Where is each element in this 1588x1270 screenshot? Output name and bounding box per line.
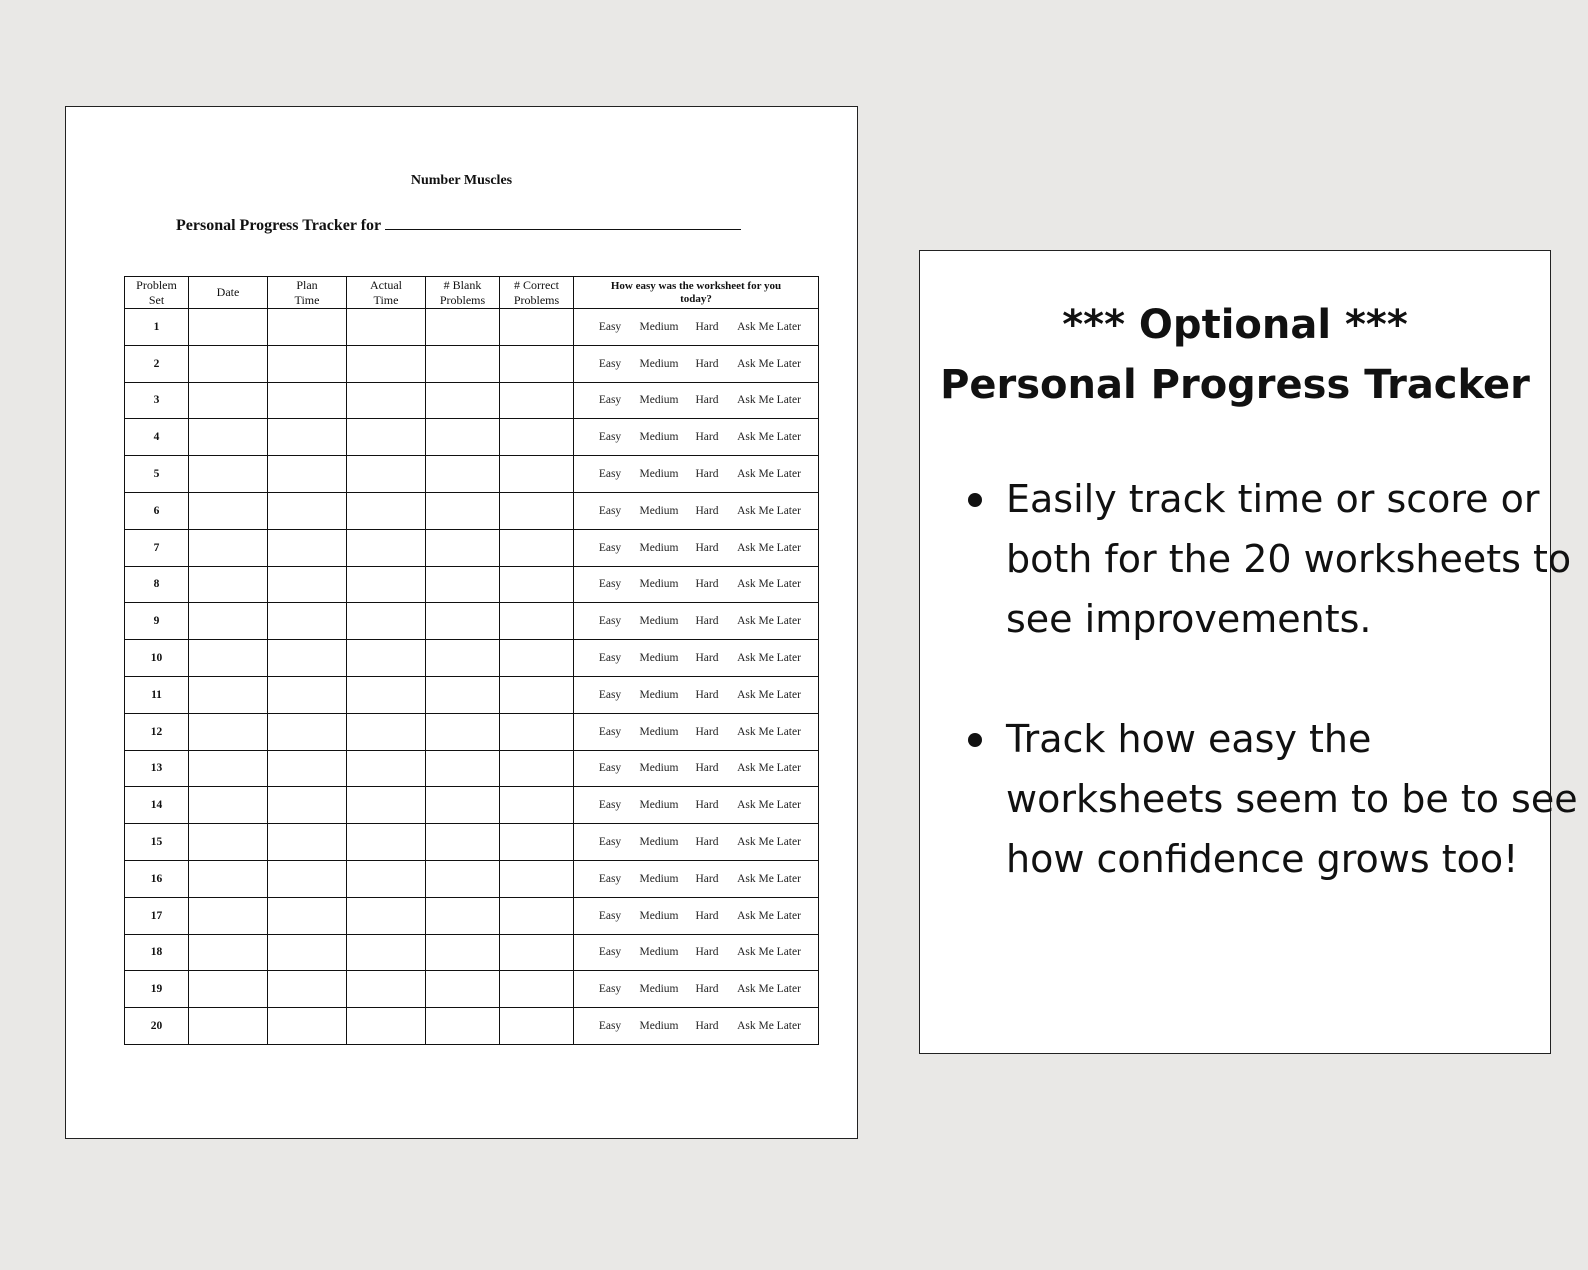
problem-set-number: 15 (125, 824, 189, 861)
rating-ask-later: Ask Me Later (737, 394, 801, 407)
table-row (125, 419, 819, 456)
ease-rating-cell (574, 529, 819, 566)
problem-set-number: 14 (125, 787, 189, 824)
blank-problems-cell (426, 1008, 500, 1045)
blank-problems-cell (426, 456, 500, 493)
date-cell (189, 419, 268, 456)
table-row (125, 529, 819, 566)
progress-table (124, 276, 819, 1045)
blank-problems-cell (426, 713, 500, 750)
plan-time-cell (268, 456, 347, 493)
plan-time-cell (268, 419, 347, 456)
table-row (125, 824, 819, 861)
correct-problems-cell (500, 971, 574, 1008)
rating-easy: Easy (598, 688, 622, 701)
plan-time-cell (268, 971, 347, 1008)
actual-time-cell (347, 603, 426, 640)
table-row (125, 860, 819, 897)
ease-rating-cell (574, 787, 819, 824)
table-row (125, 309, 819, 346)
rating-easy: Easy (598, 909, 622, 922)
correct-problems-cell (500, 640, 574, 677)
rating-medium: Medium (639, 394, 679, 407)
rating-easy: Easy (598, 615, 622, 628)
rating-medium: Medium (639, 320, 679, 333)
date-cell (189, 345, 268, 382)
blank-problems-cell (426, 566, 500, 603)
problem-set-number: 12 (125, 713, 189, 750)
rating-medium: Medium (639, 946, 679, 959)
problem-set-number: 18 (125, 934, 189, 971)
rating-ask-later: Ask Me Later (737, 320, 801, 333)
problem-set-number: 19 (125, 971, 189, 1008)
table-row (125, 1008, 819, 1045)
rating-hard: Hard (695, 394, 719, 407)
actual-time-cell (347, 456, 426, 493)
ease-rating-cell (574, 824, 819, 861)
table-row (125, 713, 819, 750)
rating-medium: Medium (639, 688, 679, 701)
rating-hard: Hard (695, 357, 719, 370)
plan-time-cell (268, 824, 347, 861)
rating-hard: Hard (695, 983, 719, 996)
rating-ask-later: Ask Me Later (737, 541, 801, 554)
rating-easy: Easy (598, 394, 622, 407)
actual-time-cell (347, 419, 426, 456)
blank-problems-cell (426, 676, 500, 713)
ease-rating-cell (574, 456, 819, 493)
rating-easy: Easy (598, 357, 622, 370)
rating-ask-later: Ask Me Later (737, 1020, 801, 1033)
ease-rating-cell (574, 382, 819, 419)
correct-problems-cell (500, 529, 574, 566)
table-row (125, 676, 819, 713)
rating-easy: Easy (598, 504, 622, 517)
ease-rating-cell (574, 309, 819, 346)
plan-time-cell (268, 1008, 347, 1045)
plan-time-cell (268, 934, 347, 971)
ease-rating-cell (574, 640, 819, 677)
date-cell (189, 750, 268, 787)
ease-rating-cell (574, 1008, 819, 1045)
problem-set-number: 13 (125, 750, 189, 787)
heading-title: Personal Progress Tracker (940, 362, 1530, 408)
correct-problems-cell (500, 750, 574, 787)
table-row (125, 934, 819, 971)
header-ease: How easy was the worksheet for you today? (574, 277, 819, 309)
rating-hard: Hard (695, 578, 719, 591)
blank-problems-cell (426, 492, 500, 529)
rating-easy: Easy (598, 725, 622, 738)
date-cell (189, 897, 268, 934)
problem-set-number: 10 (125, 640, 189, 677)
info-heading (920, 295, 1550, 415)
rating-hard: Hard (695, 909, 719, 922)
blank-problems-cell (426, 529, 500, 566)
actual-time-cell (347, 860, 426, 897)
problem-set-number: 17 (125, 897, 189, 934)
blank-problems-cell (426, 419, 500, 456)
rating-ask-later: Ask Me Later (737, 615, 801, 628)
rating-ask-later: Ask Me Later (737, 836, 801, 849)
info-bullet: Track how easy the worksheets seem to be to see how confidence grows too! (1006, 709, 1586, 889)
rating-hard: Hard (695, 468, 719, 481)
correct-problems-cell (500, 345, 574, 382)
plan-time-cell (268, 860, 347, 897)
actual-time-cell (347, 492, 426, 529)
blank-problems-cell (426, 897, 500, 934)
rating-medium: Medium (639, 357, 679, 370)
table-row (125, 971, 819, 1008)
rating-ask-later: Ask Me Later (737, 357, 801, 370)
blank-problems-cell (426, 603, 500, 640)
problem-set-number: 1 (125, 309, 189, 346)
problem-set-number: 9 (125, 603, 189, 640)
ease-rating-cell (574, 676, 819, 713)
rating-ask-later: Ask Me Later (737, 468, 801, 481)
rating-hard: Hard (695, 872, 719, 885)
rating-easy: Easy (598, 762, 622, 775)
date-cell (189, 603, 268, 640)
problem-set-number: 20 (125, 1008, 189, 1045)
rating-hard: Hard (695, 504, 719, 517)
table-header-row (125, 277, 819, 309)
info-panel (919, 250, 1578, 1054)
correct-problems-cell (500, 456, 574, 493)
table-row (125, 897, 819, 934)
plan-time-cell (268, 676, 347, 713)
problem-set-number: 16 (125, 860, 189, 897)
actual-time-cell (347, 750, 426, 787)
ease-rating-cell (574, 934, 819, 971)
table-row (125, 566, 819, 603)
rating-easy: Easy (598, 1020, 622, 1033)
rating-medium: Medium (639, 762, 679, 775)
rating-ask-later: Ask Me Later (737, 652, 801, 665)
tracker-name-line (176, 217, 741, 235)
rating-easy: Easy (598, 946, 622, 959)
actual-time-cell (347, 640, 426, 677)
plan-time-cell (268, 309, 347, 346)
rating-medium: Medium (639, 836, 679, 849)
rating-hard: Hard (695, 836, 719, 849)
date-cell (189, 640, 268, 677)
correct-problems-cell (500, 713, 574, 750)
problem-set-number: 6 (125, 492, 189, 529)
plan-time-cell (268, 787, 347, 824)
rating-medium: Medium (639, 1020, 679, 1033)
actual-time-cell (347, 309, 426, 346)
rating-hard: Hard (695, 688, 719, 701)
correct-problems-cell (500, 492, 574, 529)
blank-problems-cell (426, 345, 500, 382)
rating-medium: Medium (639, 541, 679, 554)
ease-rating-cell (574, 345, 819, 382)
plan-time-cell (268, 566, 347, 603)
rating-ask-later: Ask Me Later (737, 762, 801, 775)
rating-hard: Hard (695, 762, 719, 775)
rating-easy: Easy (598, 578, 622, 591)
header-correct-problems: # Correct Problems (500, 277, 574, 309)
worksheet-page (65, 106, 858, 1139)
plan-time-cell (268, 382, 347, 419)
date-cell (189, 713, 268, 750)
problem-set-number: 4 (125, 419, 189, 456)
rating-hard: Hard (695, 946, 719, 959)
rating-medium: Medium (639, 799, 679, 812)
blank-problems-cell (426, 860, 500, 897)
correct-problems-cell (500, 1008, 574, 1045)
table-row (125, 750, 819, 787)
correct-problems-cell (500, 603, 574, 640)
rating-medium: Medium (639, 725, 679, 738)
bullet-icon (968, 733, 982, 747)
plan-time-cell (268, 603, 347, 640)
rating-hard: Hard (695, 320, 719, 333)
actual-time-cell (347, 345, 426, 382)
actual-time-cell (347, 1008, 426, 1045)
rating-hard: Hard (695, 725, 719, 738)
blank-problems-cell (426, 934, 500, 971)
correct-problems-cell (500, 382, 574, 419)
ease-rating-cell (574, 750, 819, 787)
actual-time-cell (347, 382, 426, 419)
rating-medium: Medium (639, 468, 679, 481)
date-cell (189, 676, 268, 713)
ease-rating-cell (574, 971, 819, 1008)
rating-ask-later: Ask Me Later (737, 504, 801, 517)
table-row (125, 382, 819, 419)
plan-time-cell (268, 492, 347, 529)
plan-time-cell (268, 529, 347, 566)
problem-set-number: 2 (125, 345, 189, 382)
info-bullet: Easily track time or score or both for the 20 worksheets to see improvements. (1006, 469, 1586, 649)
table-body (125, 309, 819, 1045)
date-cell (189, 1008, 268, 1045)
rating-hard: Hard (695, 431, 719, 444)
correct-problems-cell (500, 897, 574, 934)
actual-time-cell (347, 971, 426, 1008)
actual-time-cell (347, 897, 426, 934)
table-row (125, 640, 819, 677)
plan-time-cell (268, 345, 347, 382)
plan-time-cell (268, 640, 347, 677)
worksheet-title: Number Muscles (410, 173, 513, 188)
date-cell (189, 934, 268, 971)
rating-ask-later: Ask Me Later (737, 799, 801, 812)
rating-easy: Easy (598, 983, 622, 996)
ease-rating-cell (574, 492, 819, 529)
rating-easy: Easy (598, 836, 622, 849)
correct-problems-cell (500, 860, 574, 897)
ease-rating-cell (574, 860, 819, 897)
correct-problems-cell (500, 934, 574, 971)
rating-ask-later: Ask Me Later (737, 578, 801, 591)
rating-easy: Easy (598, 320, 622, 333)
correct-problems-cell (500, 309, 574, 346)
rating-ask-later: Ask Me Later (737, 872, 801, 885)
plan-time-cell (268, 750, 347, 787)
rating-medium: Medium (639, 615, 679, 628)
rating-ask-later: Ask Me Later (737, 688, 801, 701)
actual-time-cell (347, 787, 426, 824)
date-cell (189, 566, 268, 603)
header-problem-set: Problem Set (125, 277, 189, 309)
rating-medium: Medium (639, 652, 679, 665)
name-blank (385, 217, 741, 230)
rating-easy: Easy (598, 541, 622, 554)
info-bullet-list (948, 469, 1586, 949)
date-cell (189, 529, 268, 566)
rating-easy: Easy (598, 872, 622, 885)
rating-medium: Medium (639, 909, 679, 922)
correct-problems-cell (500, 566, 574, 603)
date-cell (189, 309, 268, 346)
rating-easy: Easy (598, 799, 622, 812)
header-plan-time: Plan Time (268, 277, 347, 309)
problem-set-number: 11 (125, 676, 189, 713)
correct-problems-cell (500, 419, 574, 456)
blank-problems-cell (426, 971, 500, 1008)
plan-time-cell (268, 897, 347, 934)
table-row (125, 492, 819, 529)
problem-set-number: 8 (125, 566, 189, 603)
rating-easy: Easy (598, 652, 622, 665)
rating-easy: Easy (598, 468, 622, 481)
actual-time-cell (347, 934, 426, 971)
rating-ask-later: Ask Me Later (737, 431, 801, 444)
plan-time-cell (268, 713, 347, 750)
actual-time-cell (347, 566, 426, 603)
rating-hard: Hard (695, 1020, 719, 1033)
tracker-label: Personal Progress Tracker for (176, 217, 382, 234)
correct-problems-cell (500, 676, 574, 713)
table-row (125, 603, 819, 640)
problem-set-number: 7 (125, 529, 189, 566)
rating-medium: Medium (639, 431, 679, 444)
date-cell (189, 824, 268, 861)
header-date: Date (189, 277, 268, 309)
bullet-icon (968, 493, 982, 507)
blank-problems-cell (426, 824, 500, 861)
table-row (125, 787, 819, 824)
rating-ask-later: Ask Me Later (737, 909, 801, 922)
rating-ask-later: Ask Me Later (737, 946, 801, 959)
blank-problems-cell (426, 640, 500, 677)
ease-rating-cell (574, 419, 819, 456)
problem-set-number: 5 (125, 456, 189, 493)
date-cell (189, 492, 268, 529)
header-blank-problems: # Blank Problems (426, 277, 500, 309)
rating-easy: Easy (598, 431, 622, 444)
rating-medium: Medium (639, 578, 679, 591)
actual-time-cell (347, 676, 426, 713)
actual-time-cell (347, 713, 426, 750)
ease-rating-cell (574, 603, 819, 640)
date-cell (189, 456, 268, 493)
rating-medium: Medium (639, 872, 679, 885)
rating-hard: Hard (695, 615, 719, 628)
table-row (125, 345, 819, 382)
date-cell (189, 971, 268, 1008)
heading-optional: *** Optional *** (1062, 302, 1408, 348)
problem-set-number: 3 (125, 382, 189, 419)
rating-ask-later: Ask Me Later (737, 725, 801, 738)
correct-problems-cell (500, 824, 574, 861)
rating-ask-later: Ask Me Later (737, 983, 801, 996)
rating-medium: Medium (639, 983, 679, 996)
date-cell (189, 860, 268, 897)
rating-hard: Hard (695, 541, 719, 554)
rating-hard: Hard (695, 652, 719, 665)
blank-problems-cell (426, 309, 500, 346)
blank-problems-cell (426, 787, 500, 824)
table-row (125, 456, 819, 493)
actual-time-cell (347, 529, 426, 566)
blank-problems-cell (426, 382, 500, 419)
date-cell (189, 787, 268, 824)
rating-hard: Hard (695, 799, 719, 812)
ease-rating-cell (574, 566, 819, 603)
ease-rating-cell (574, 897, 819, 934)
correct-problems-cell (500, 787, 574, 824)
actual-time-cell (347, 824, 426, 861)
rating-medium: Medium (639, 504, 679, 517)
date-cell (189, 382, 268, 419)
blank-problems-cell (426, 750, 500, 787)
header-actual-time: Actual Time (347, 277, 426, 309)
ease-rating-cell (574, 713, 819, 750)
